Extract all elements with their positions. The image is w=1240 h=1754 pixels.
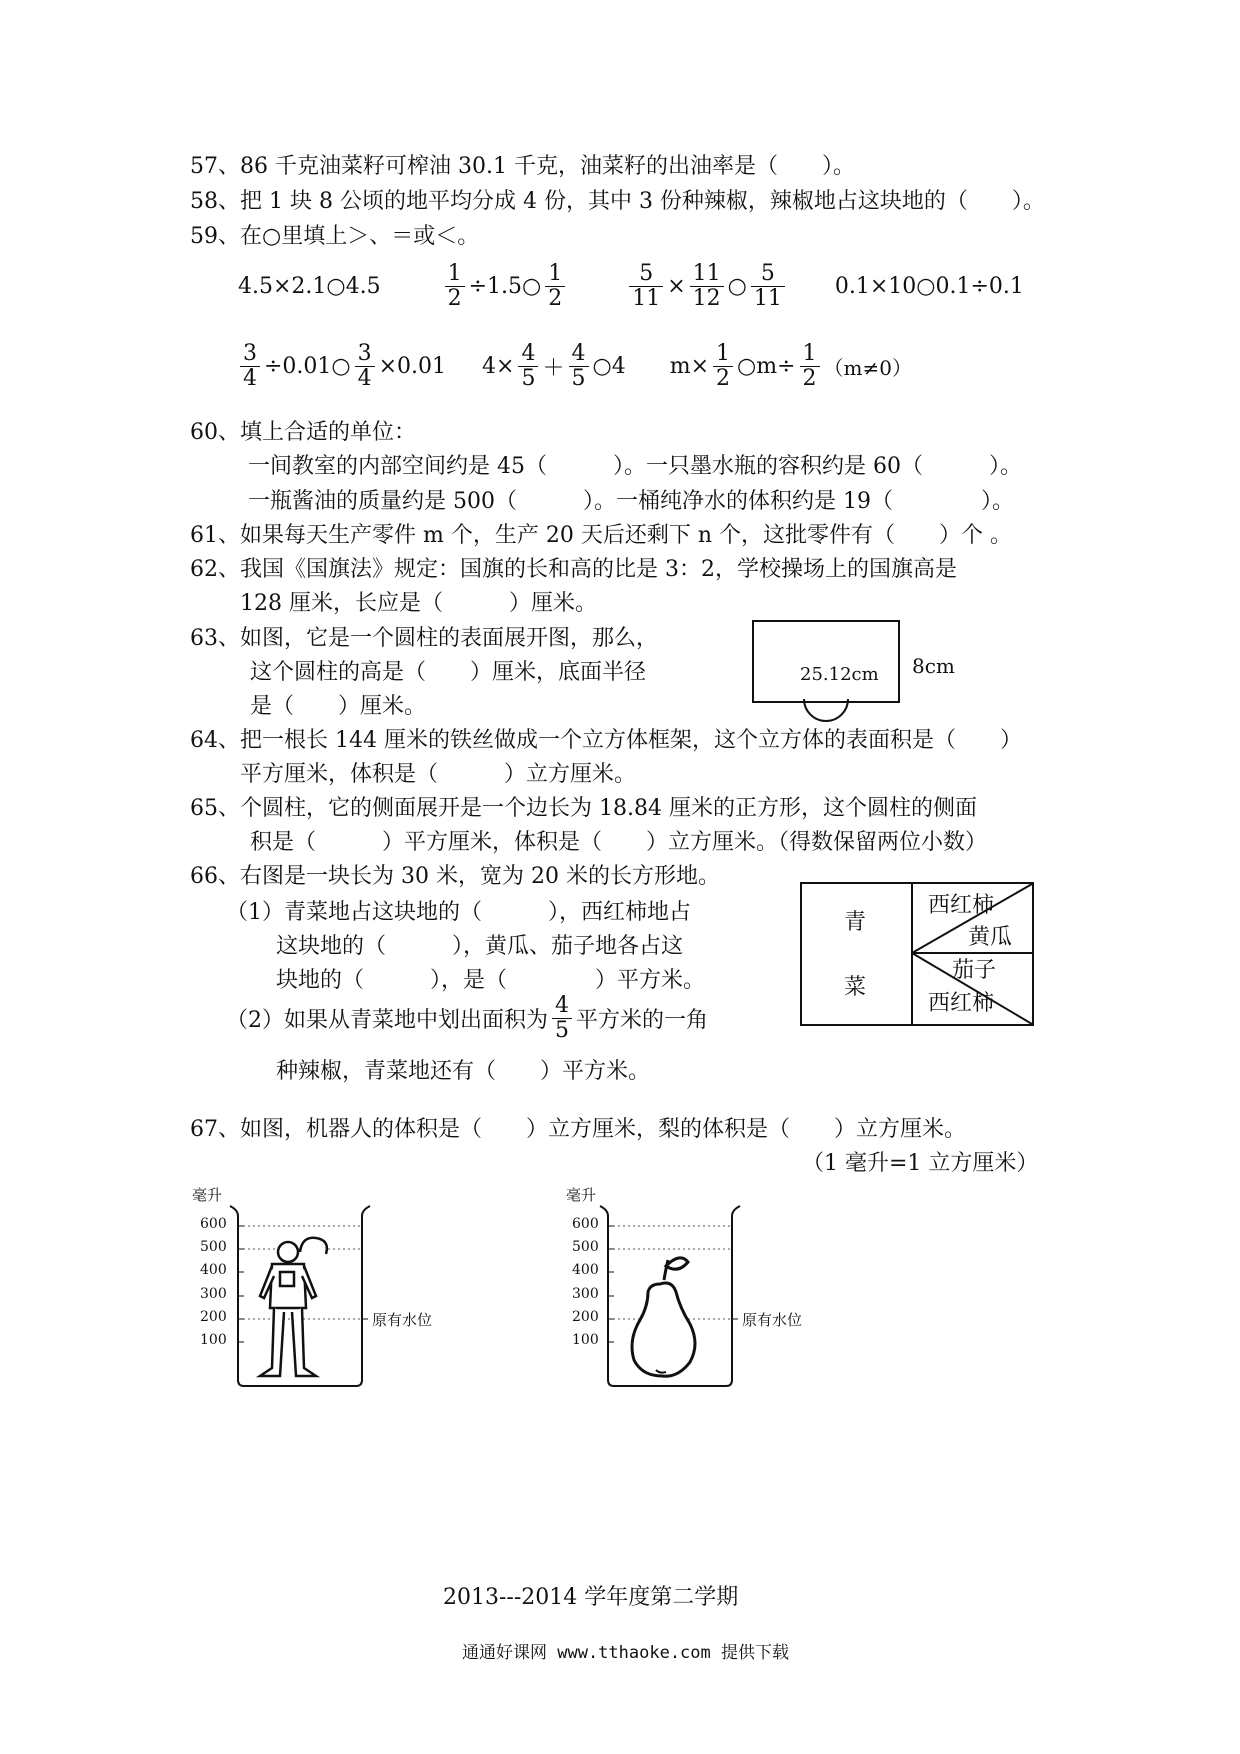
tick-600: 600	[572, 1216, 599, 1232]
pear-icon	[632, 1258, 695, 1376]
question-65-line-1: 65、个圆柱，它的侧面展开是一个边长为 18.84 厘米的正方形，这个圆柱的侧面	[190, 796, 977, 821]
tick-200: 200	[200, 1309, 227, 1325]
question-67-line-2: （1 毫升=1 立方厘米）	[802, 1151, 1039, 1176]
question-66-part-1-line-1: （1）青菜地占这块地的（ ），西红柿地占	[226, 900, 691, 925]
fraction: $\frac{3}{4}$	[355, 342, 375, 389]
question-64-line-1: 64、把一根长 144 厘米的铁丝做成一个立方体框架，这个立方体的表面积是（ ）	[190, 728, 1022, 753]
question-63-line-3: 是（ ）厘米。	[250, 694, 427, 719]
water-level-label: 原有水位	[742, 1311, 803, 1329]
tick-300: 300	[200, 1286, 227, 1302]
tomato-label-top: 西红柿	[928, 893, 995, 918]
fraction: $\frac{5}{11}$	[751, 262, 785, 309]
question-64-line-2: 平方厘米，体积是（ ）立方厘米。	[240, 762, 637, 787]
fraction: $\frac{11}{12}$	[690, 262, 724, 309]
cucumber-label: 黄瓜	[968, 925, 1013, 950]
q59-row-1	[238, 256, 1024, 316]
beaker-1	[230, 1200, 410, 1400]
beaker-2	[600, 1200, 780, 1400]
q59-expr-1: 4.5×2.1○4.5	[238, 273, 381, 299]
term-footer: 2013---2014 学年度第二学期	[443, 1585, 739, 1610]
qingcai-label-1: 青	[844, 910, 867, 935]
question-60-line-2: 一瓶酱油的质量约是 500（ ）。一桶纯净水的体积约是 19（ ）。	[248, 489, 1014, 514]
q59-expr-7: m× $\frac{1}{2}$ ○m÷ $\frac{1}{2}$ （m≠0）	[669, 341, 912, 391]
question-67-line-1: 67、如图，机器人的体积是（ ）立方厘米，梨的体积是（ ）立方厘米。	[190, 1117, 966, 1142]
question-66-part-1-line-3: 块地的（ ），是（ ）平方米。	[276, 968, 706, 993]
fraction: $\frac{4}{5}$	[569, 342, 589, 389]
question-62-line-2: 128 厘米，长应是（ ）厘米。	[240, 591, 597, 616]
question-63-line-2: 这个圆柱的高是（ ）厘米，底面半径	[250, 660, 647, 685]
tick-400: 400	[200, 1262, 227, 1278]
cylinder-height-label: 8cm	[912, 654, 955, 678]
fraction: $\frac{1}{2}$	[545, 262, 565, 309]
qingcai-label-2: 菜	[844, 975, 867, 1000]
question-66-part-1-line-2: 这块地的（ ），黄瓜、茄子地各占这	[276, 934, 684, 959]
tick-100: 100	[200, 1332, 227, 1348]
q59-expr-5: $\frac{3}{4}$ ÷0.01○ $\frac{3}{4}$ ×0.01	[236, 342, 446, 389]
water-level-label: 原有水位	[372, 1311, 433, 1329]
question-66-part-2-line-2: 种辣椒，青菜地还有（ ）平方米。	[276, 1059, 651, 1084]
question-63-line-1: 63、如图，它是一个圆柱的表面展开图，那么，	[190, 626, 658, 651]
robot-icon	[260, 1238, 327, 1376]
fraction: $\frac{4}{5}$	[552, 994, 572, 1041]
question-59-title: 59、在○里填上＞、＝或＜。	[190, 224, 480, 249]
question-62-line-1: 62、我国《国旗法》规定：国旗的长和高的比是 3：2，学校操场上的国旗高是	[190, 557, 957, 582]
q59-expr-6: 4× $\frac{4}{5}$ ＋ $\frac{4}{5}$ ○4	[482, 341, 626, 391]
tick-400: 400	[572, 1262, 599, 1278]
tick-600: 600	[200, 1216, 227, 1232]
tick-500: 500	[200, 1239, 227, 1255]
beaker-unit-label: 毫升	[192, 1186, 223, 1204]
fraction: $\frac{4}{5}$	[518, 342, 538, 389]
q59-expr-2: $\frac{1}{2}$ ÷1.5○ $\frac{1}{2}$	[441, 262, 570, 309]
tick-200: 200	[572, 1309, 599, 1325]
tick-100: 100	[572, 1332, 599, 1348]
tomato-label-bottom: 西红柿	[928, 991, 995, 1016]
question-60-line-1: 一间教室的内部空间约是 45（ ）。一只墨水瓶的容积约是 60（ ）。	[248, 454, 1022, 479]
question-60-title: 60、填上合适的单位：	[190, 420, 416, 445]
q59-row-2	[236, 336, 912, 396]
question-66-title: 66、右图是一块长为 30 米，宽为 20 米的长方形地。	[190, 864, 720, 889]
q59-expr-3: $\frac{5}{11}$ × $\frac{11}{12}$ ○ $\frac{5}{11}$	[625, 262, 789, 309]
question-57: 57、86 千克油菜籽可榨油 30.1 千克，油菜籽的出油率是（ ）。	[190, 154, 855, 179]
cylinder-length-label: 25.12cm	[800, 664, 879, 685]
beaker-unit-label: 毫升	[566, 1186, 597, 1204]
question-65-line-2: 积是（ ）平方厘米，体积是（ ）立方厘米。（得数保留两位小数）	[250, 830, 988, 855]
fraction: $\frac{1}{2}$	[445, 262, 465, 309]
tick-300: 300	[572, 1286, 599, 1302]
question-66-part-2-line-1: （2）如果从青菜地中划出面积为 $\frac{4}{5}$ 平方米的一角	[226, 993, 709, 1043]
question-58: 58、把 1 块 8 公顷的地平均分成 4 份，其中 3 份种辣椒，辣椒地占这块地的（ ）。	[190, 189, 1045, 214]
site-footer: 通通好课网 www.tthaoke.com 提供下载	[462, 1643, 789, 1663]
fraction: $\frac{3}{4}$	[240, 342, 260, 389]
tick-500: 500	[572, 1239, 599, 1255]
field-lines	[800, 882, 1034, 1026]
question-61: 61、如果每天生产零件 m 个，生产 20 天后还剩下 n 个，这批零件有（ ）个 。	[190, 523, 1012, 548]
eggplant-label: 茄子	[952, 958, 997, 983]
q59-expr-4: 0.1×10○0.1÷0.1	[834, 273, 1024, 299]
cylinder-side-rectangle	[752, 620, 900, 703]
fraction: $\frac{5}{11}$	[629, 262, 663, 309]
fraction: $\frac{1}{2}$	[800, 342, 820, 389]
fraction: $\frac{1}{2}$	[713, 342, 733, 389]
